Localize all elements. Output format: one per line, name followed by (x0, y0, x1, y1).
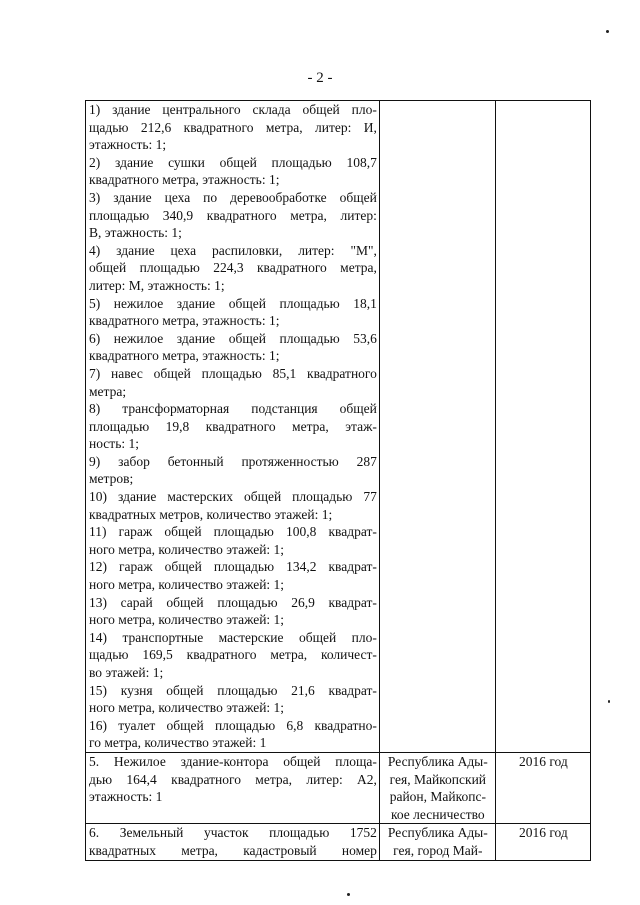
description-line: 9) забор бетонный протяженностью 287 (89, 453, 377, 469)
description-line: 2) здание сушки общей площадью 108,7 (89, 154, 377, 170)
table-row (86, 752, 591, 823)
description-line: 6) нежилое здание общей площадью 53,6 (89, 330, 377, 346)
description-line: площадью 19,8 квадратного метра, этаж- (89, 418, 377, 434)
property-table (85, 100, 591, 861)
description-line: этажность: 1 (89, 789, 163, 805)
year-cell (495, 101, 590, 753)
description-line: 5. Нежилое здание-контора общей площа- (89, 753, 377, 769)
description-line: площадью 340,9 квадратного метра, литер: (89, 207, 377, 223)
description-line: 1) здание центрального склада общей пло- (89, 102, 377, 117)
description-line: го метра, количество этажей: 1 (89, 735, 267, 751)
location-line: гея, Майкопский (389, 771, 487, 787)
location-cell (379, 824, 495, 860)
description-line: 12) гараж общей площадью 134,2 квадрат- (89, 559, 377, 575)
description-line: общей площадью 224,3 квадратного метра, (89, 260, 377, 276)
description-line: метра; (89, 383, 127, 399)
description-line: квадратного метра, этажность: 1; (89, 172, 280, 188)
description-line: 6. Земельный участок площадью 1752 (89, 825, 377, 841)
description-line: ного метра, количество этажей: 1; (89, 612, 285, 628)
description-line: 16) туалет общей площадью 6,8 квадратно- (89, 717, 377, 733)
description-line: щадью 212,6 квадратного метра, литер: И, (89, 119, 377, 135)
location-cell (379, 101, 495, 753)
year-cell: 2016 год (495, 824, 590, 860)
description-line: во этажей: 1; (89, 665, 164, 680)
table-row (86, 101, 591, 753)
description-line: 14) транспортные мастерские общей пло- (89, 629, 377, 645)
location-line: кое лесничество (390, 806, 485, 822)
description-line: 15) кузня общей площадью 21,6 квадрат- (89, 682, 377, 698)
location-cell (379, 752, 495, 823)
description-line: квадратного метра, этажность: 1; (89, 313, 280, 329)
location-line: район, Майкопс- (389, 789, 486, 805)
scan-speck (347, 893, 350, 896)
description-line: ного метра, количество этажей: 1; (89, 577, 285, 593)
description-cell (86, 752, 380, 823)
description-line: квадратных метров, количество этажей: 1; (89, 506, 333, 522)
description-line: литер: М, этажность: 1; (89, 277, 225, 293)
scan-speck (608, 700, 610, 703)
description-line: 8) трансформаторная подстанция общей (89, 401, 377, 417)
description-cell (86, 824, 380, 860)
scan-speck (606, 30, 609, 33)
description-line: 7) навес общей площадью 85,1 квадратного (89, 365, 377, 381)
table-row (86, 824, 591, 860)
description-line: 11) гараж общей площадью 100,8 квадрат- (89, 524, 377, 540)
description-line: дью 164,4 квадратного метра, литер: А2, (89, 771, 377, 787)
description-line: 3) здание цеха по деревообработке общей (89, 189, 377, 205)
description-line: 10) здание мастерских общей площадью 77 (89, 489, 377, 505)
description-line: 4) здание цеха распиловки, литер: "М", (89, 242, 377, 258)
location-line: Республика Ады- (387, 753, 488, 769)
description-cell (86, 101, 380, 753)
description-line: метров; (89, 471, 134, 487)
page-number: - 2 - (307, 70, 333, 86)
description-line: квадратных метра, кадастровый номер (89, 842, 377, 858)
description-line: 13) сарай общей площадью 26,9 квадрат- (89, 594, 377, 610)
description-line: щадью 169,5 квадратного метра, количест- (89, 647, 377, 663)
year-cell: 2016 год (495, 752, 590, 823)
description-line: 5) нежилое здание общей площадью 18,1 (89, 295, 377, 311)
description-line: квадратного метра, этажность: 1; (89, 348, 280, 364)
description-line: этажность: 1; (89, 137, 167, 153)
description-line: В, этажность: 1; (89, 225, 182, 241)
location-line: гея, город Май- (393, 842, 483, 858)
description-line: ного метра, количество этажей: 1; (89, 700, 285, 716)
description-line: ность: 1; (89, 436, 139, 452)
description-line: ного метра, количество этажей: 1; (89, 541, 285, 557)
location-line: Республика Ады- (387, 825, 488, 841)
